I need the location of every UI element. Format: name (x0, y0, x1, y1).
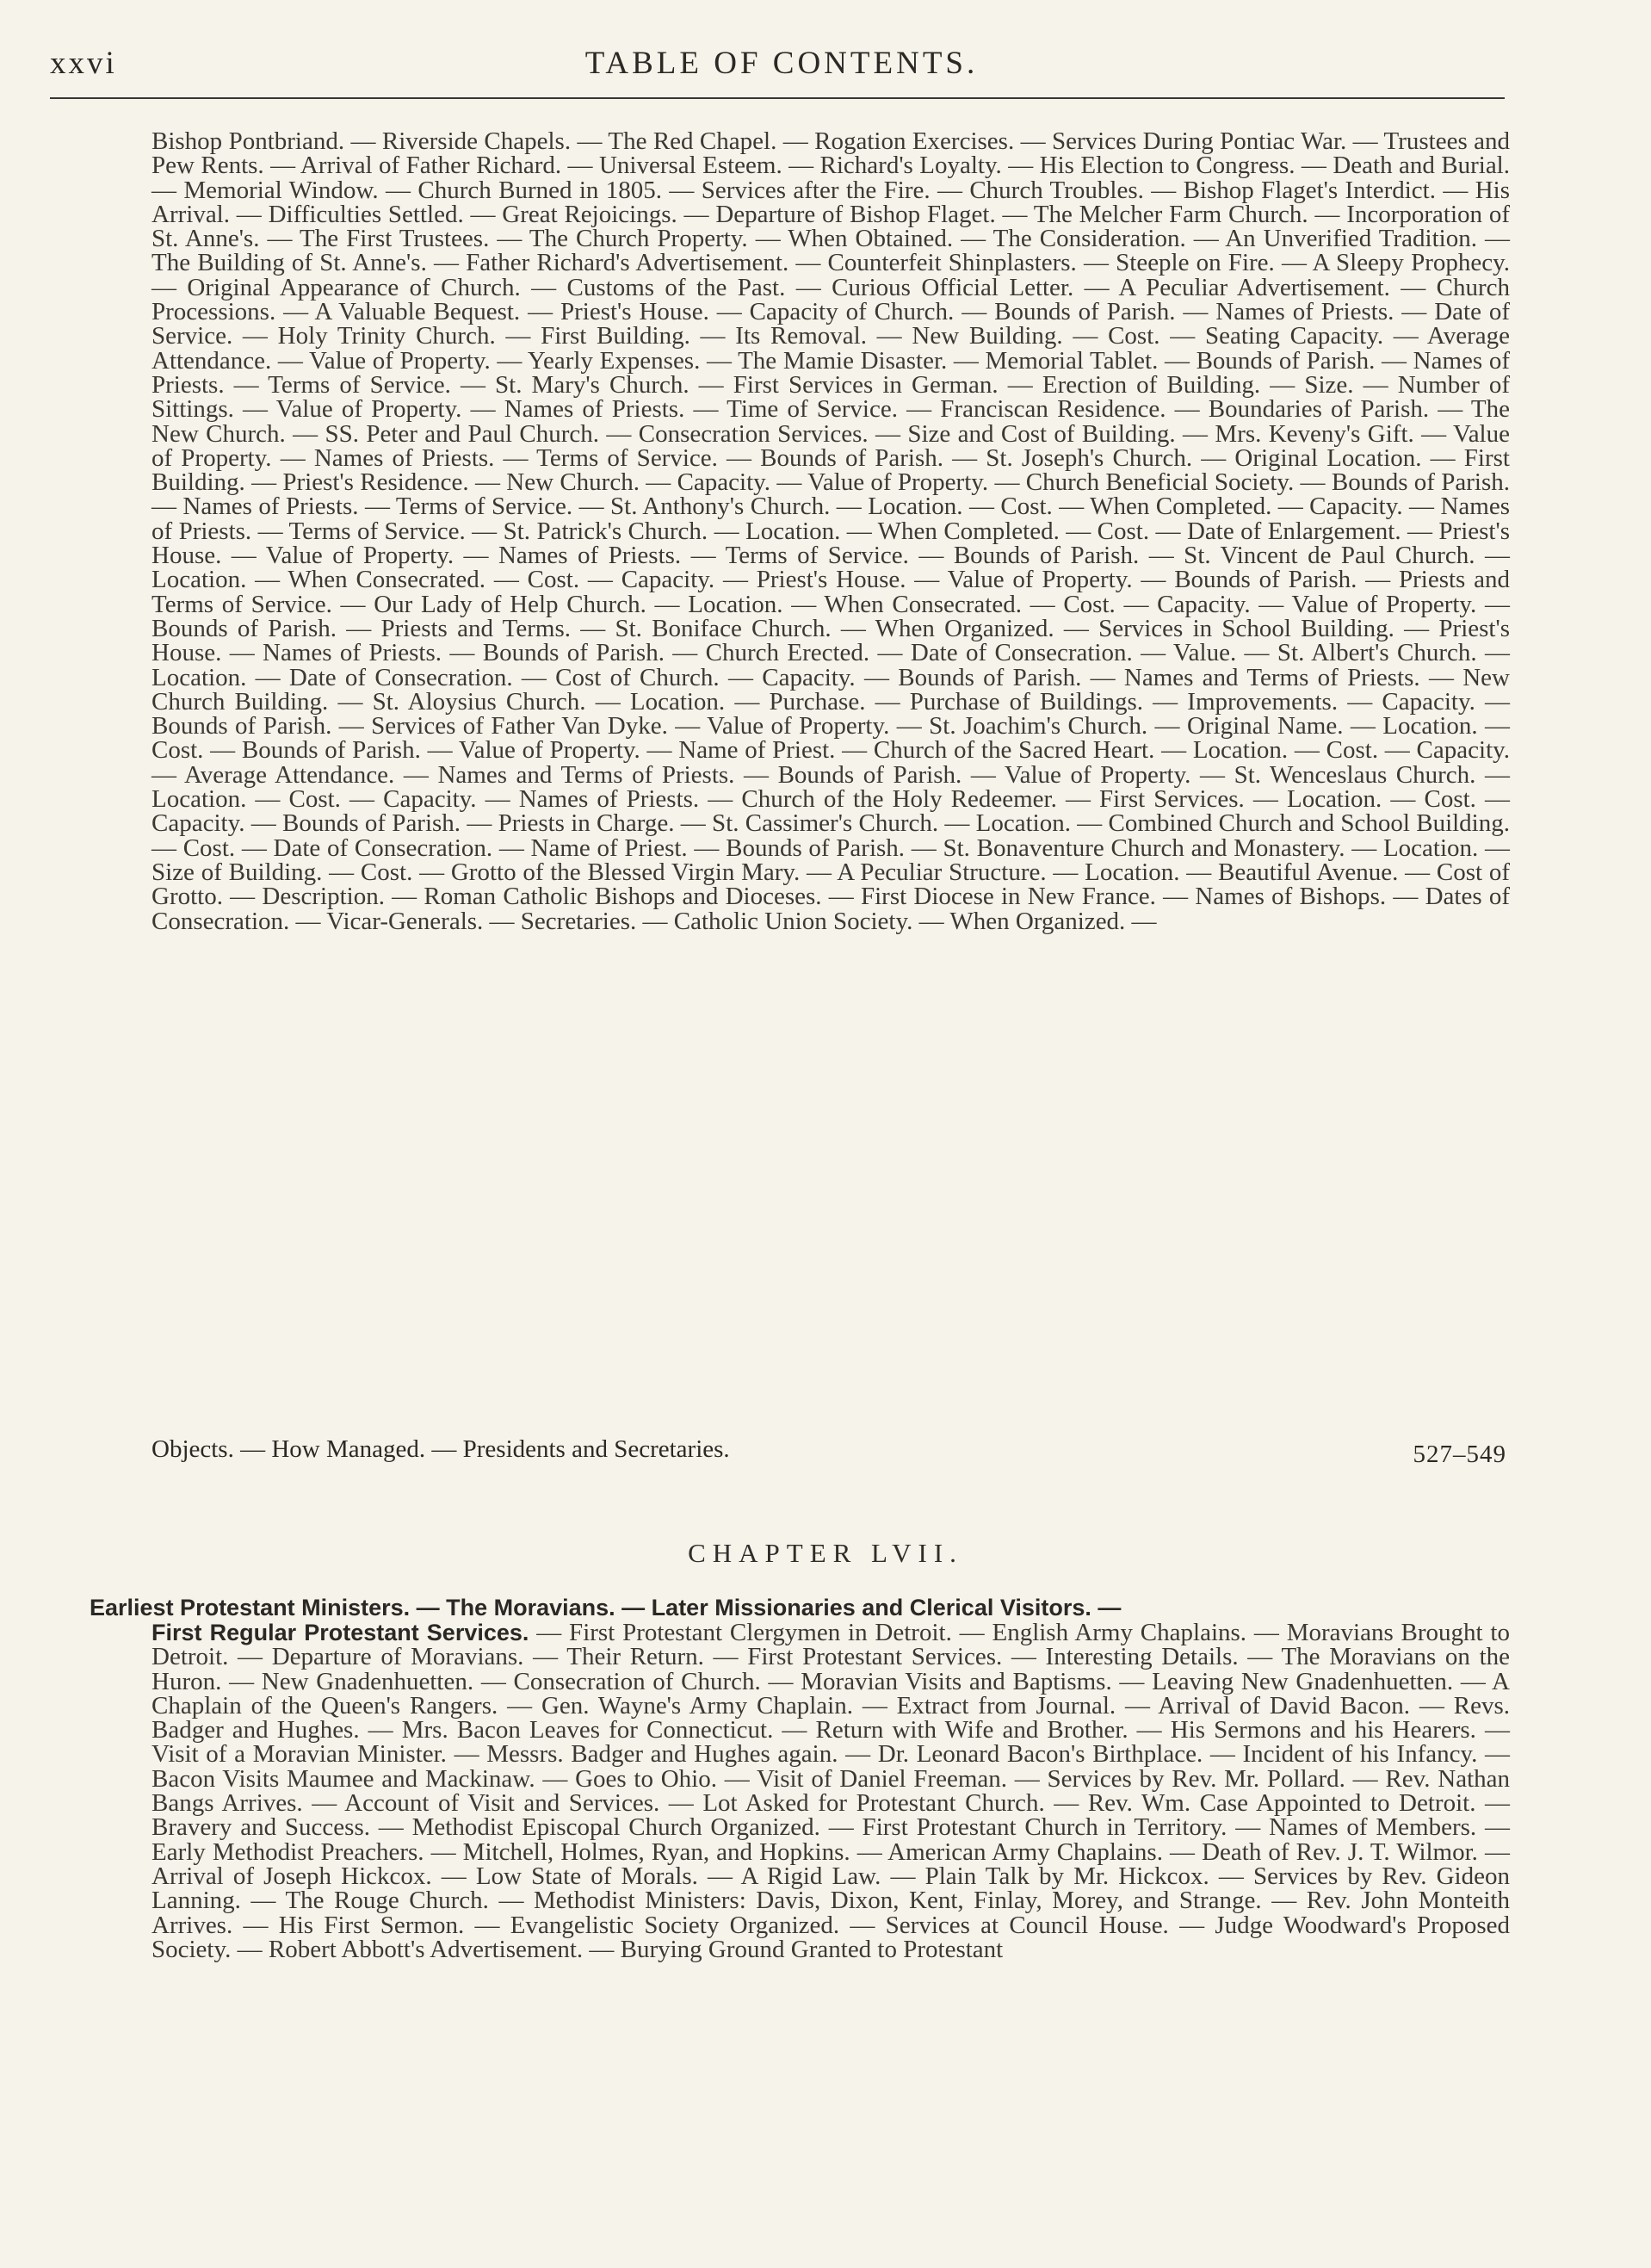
last-line-text: Objects. — How Managed. — Presidents and Secretaries. (151, 1435, 730, 1463)
chapter-contents (151, 1620, 1510, 1961)
contents-entry-last-line (151, 1436, 1510, 1466)
page-number: xxvi (50, 46, 117, 81)
contents-entry-continued: Bishop Pontbriand. — Riverside Chapels. — The Red Chapel. — Rogation Exercises. — Services During Pontiac War. — Trustees and Pew Rents. — Arrival of Father Richard. — Universal Esteem. — Richard's Loyalty. — His Election to Congress. — Death and Burial. — Memorial Window. — Church Burned in 1805. — Services after the Fire. — Church Troubles. — Bishop Flaget's Interdict. — His Arrival. — Difficulties Settled. — Great Rejoicings. — Departure of Bishop Flaget. — The Melcher Farm Church. — Incorporation of St. Anne's. — The First Trustees. — The Church Property. — When Obtained. — The Consideration. — An Unverified Tradition. — The Building of St. Anne's. — Father Richard's Advertisement. — Counterfeit Shinplasters. — Steeple on Fire. — A Sleepy Prophecy. — Original Appearance of Church. — Customs of the Past. — Curious Official Letter. — A Peculiar Advertisement. — Church Processions. — A Valuable Bequest. — Priest's House. — Capacity of Church. — Bounds of Parish. — Names of Priests. — Date of Service. — Holy Trinity Church. — First Building. — Its Removal. — New Building. — Cost. — Seating Capacity. — Average Attendance. — Value of Property. — Yearly Expenses. — The Mamie Disaster. — Memorial Tablet. — Bounds of Parish. — Names of Priests. — Terms of Service. — St. Mary's Church. — First Services in German. — Erection of Building. — Size. — Number of Sittings. — Value of Property. — Names of Priests. — Time of Service. — Franciscan Residence. — Boundaries of Parish. — The New Church. — SS. Peter and Paul Church. — Consecration Services. — Size and Cost of Building. — Mrs. Keveny's Gift. — Value of Property. — Names of Priests. — Terms of Service. — Bounds of Parish. — St. Joseph's Church. — Original Location. — First Building. — Priest's Residence. — New Church. — Capacity. — Value of Property. — Church Beneficial Society. — Bounds of Parish. — Names of Priests. — Terms of Service. — St. Anthony's Church. — Location. — Cost. — When Completed. — Capacity. — Names of Priests. — Terms of Service. — St. Patrick's Church. — Location. — When Completed. — Cost. — Date of Enlargement. — Priest's House. — Value of Property. — Names of Priests. — Terms of Service. — Bounds of Parish. — St. Vincent de Paul Church. — Location. — When Consecrated. — Cost. — Capacity. — Priest's House. — Value of Property. — Bounds of Parish. — Priests and Terms of Service. — Our Lady of Help Church. — Location. — When Consecrated. — Cost. — Capacity. — Value of Property. — Bounds of Parish. — Priests and Terms. — St. Boniface Church. — When Organized. — Services in School Building. — Priest's House. — Names of Priests. — Bounds of Parish. — Church Erected. — Date of Consecration. — Value. — St. Albert's Church. — Location. — Date of Consecration. — Cost of Church. — Capacity. — Bounds of Parish. — Names and Terms of Priests. — New Church Building. — St. Aloysius Church. — Location. — Purchase. — Purchase of Buildings. — Improvements. — Capacity. — Bounds of Parish. — Services of Father Van Dyke. — Value of Property. — St. Joachim's Church. — Original Name. — Location. — Cost. — Bounds of Parish. — Value of Property. — Name of Priest. — Church of the Sacred Heart. — Location. — Cost. — Capacity. — Average Attendance. — Names and Terms of Priests. — Bounds of Parish. — Value of Property. — St. Wenceslaus Church. — Location. — Cost. — Capacity. — Names of Priests. — Church of the Holy Redeemer. — First Services. — Location. — Cost. — Capacity. — Bounds of Parish. — Priests in Charge. — St. Cassimer's Church. — Location. — Combined Church and School Building. — Cost. — Date of Consecration. — Name of Priest. — Bounds of Parish. — St. Bonaventure Church and Monastery. — Location. — Size of Building. — Cost. — Grotto of the Blessed Virgin Mary. — A Peculiar Structure. — Location. — Beautiful Avenue. — Cost of Grotto. — Description. — Roman Catholic Bishops and Dioceses. — First Diocese in New France. — Names of Bishops. — Dates of Consecration. — Vicar-Generals. — Secretaries. — Catholic Union Society. — When Organized. — (151, 127, 1510, 935)
chapter-lead-line (90, 1596, 1510, 1620)
chapter-heading: CHAPTER LVII. (688, 1538, 963, 1568)
running-title: TABLE OF CONTENTS. (584, 46, 979, 81)
chapter-lead-bold: Earliest Protestant Ministers. — The Moravians. — Later Missionaries and Clerical Visitors. — (90, 1595, 1122, 1620)
chapter-contents-text: — First Protestant Clergymen in Detroit. — English Army Chaplains. — Moravians Brought to Detroit. — Departure of Moravians. — Their Return. — First Protestant Services. — Interesting Details. — The Moravians on the Huron. — New Gnadenhuetten. — Consecration of Church. — Moravian Visits and Baptisms. — Leaving New Gnadenhuetten. — A Chaplain of the Queen's Rangers. — Gen. Wayne's Army Chaplain. — Extract from Journal. — Arrival of David Bacon. — Revs. Badger and Hughes. — Mrs. Bacon Leaves for Connecticut. — Return with Wife and Brother. — His Sermons and his Hearers. — Visit of a Moravian Minister. — Messrs. Badger and Hughes again. — Dr. Leonard Bacon's Birthplace. — Incident of his Infancy. — Bacon Visits Maumee and Mackinaw. — Goes to Ohio. — Visit of Daniel Freeman. — Services by Rev. Mr. Pollard. — Rev. Nathan Bangs Arrives. — Account of Visit and Services. — Lot Asked for Protestant Church. — Rev. Wm. Case Appointed to Detroit. — Bravery and Success. — Methodist Episcopal Church Organized. — First Protestant Church in Territory. — Names of Members. — Early Methodist Preachers. — Mitchell, Holmes, Ryan, and Hopkins. — American Army Chaplains. — Death of Rev. J. T. Wilmor. — Arrival of Joseph Hickcox. — Low State of Morals. — A Rigid Law. — Plain Talk by Mr. Hickcox. — Services by Rev. Gideon Lanning. — The Rouge Church. — Methodist Ministers: Davis, Dixon, Kent, Finlay, Morey, and Strange. — Rev. John Monteith Arrives. — His First Sermon. — Evangelistic Society Organized. — Services at Council House. — Judge Woodward's Proposed Society. — Robert Abbott's Advertisement. — Burying Ground Granted to Protestant (151, 1619, 1510, 1963)
chapter-lead-bold-2: First Regular Protestant Services. (151, 1620, 529, 1645)
page-range: 527–549 (1413, 1441, 1506, 1468)
header-rule (50, 97, 1505, 99)
page-header (50, 45, 1513, 96)
